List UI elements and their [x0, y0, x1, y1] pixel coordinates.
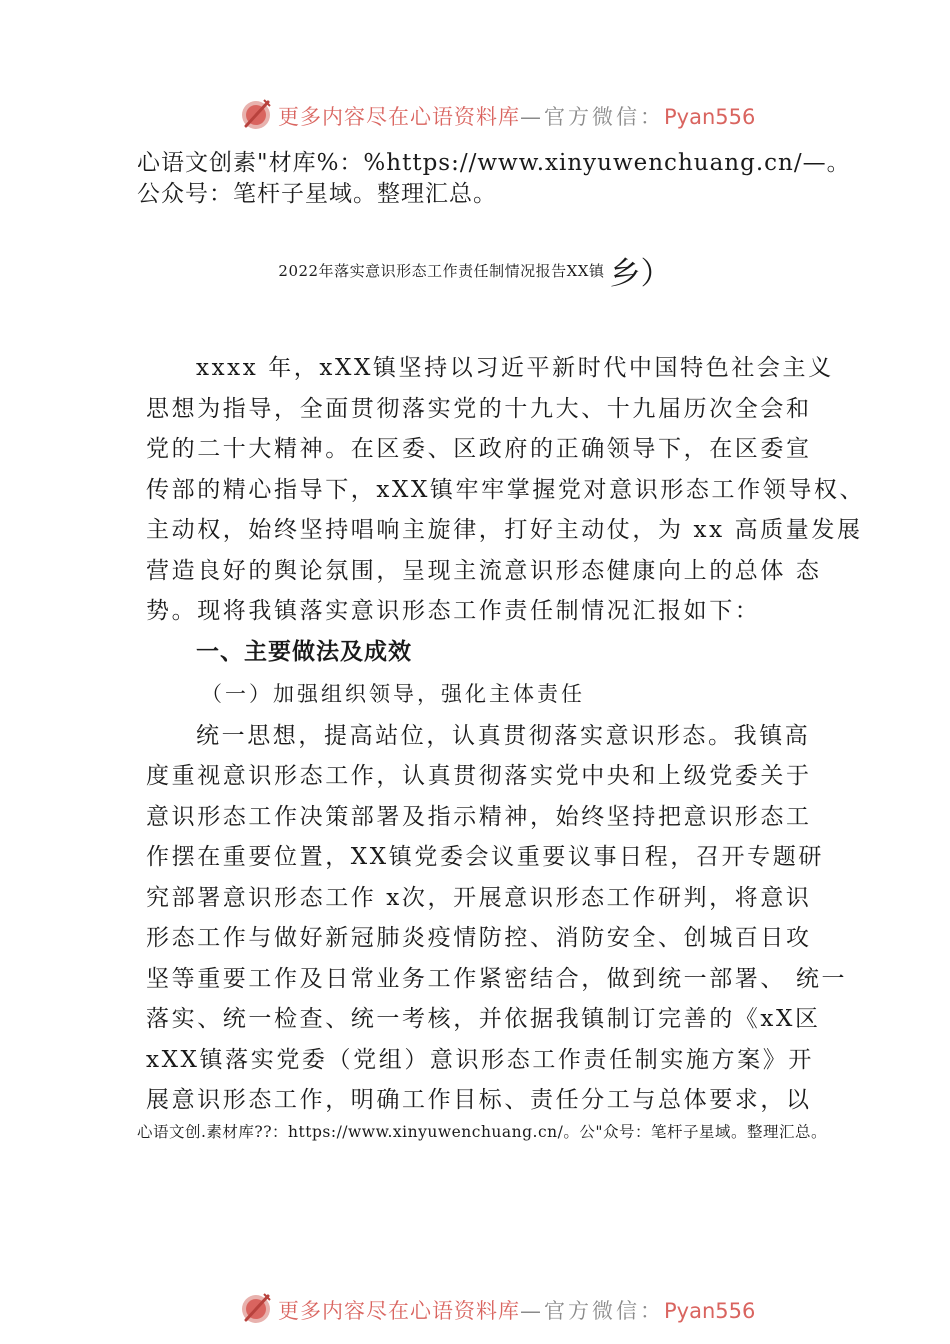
paragraph-line: 形态工作与做好新冠肺炎疫情防控、消防安全、创城百日攻	[146, 925, 812, 951]
document-title	[0, 248, 950, 293]
paragraph-line: 营造良好的舆论氛围，呈现主流意识形态健康向上的总体 态	[146, 557, 822, 584]
header-note: 心语文创素"材库%：%https://www.xinyuwenchuang.cn/—。公众号：笔杆子星域。整理汇总。	[137, 150, 851, 207]
paragraph-line: 展意识形态工作，明确工作目标、责任分工与总体要求，以	[146, 1087, 812, 1113]
paragraph-line: 度重视意识形态工作，认真贯彻落实党中央和上级党委关于	[146, 763, 812, 789]
banner-part2: —官方微信：	[520, 1299, 664, 1323]
title-text: 2022年落实意识形态工作责任制情况报告XX镇	[278, 262, 605, 280]
subsection-heading: （一）加强组织领导，强化主体责任	[201, 681, 585, 706]
paragraph-line: xXX镇落实党委（党组）意识形态工作责任制实施方案》开	[146, 1046, 814, 1073]
top-banner	[0, 96, 950, 136]
wax-seal-icon	[238, 96, 274, 132]
paragraph-line: 作摆在重要位置，XX镇党委会议重要议事日程，召开专题研	[146, 844, 824, 870]
paragraph-line: 势。现将我镇落实意识形态工作责任制情况汇报如下：	[146, 598, 761, 624]
document-body	[146, 348, 866, 1121]
banner-part3: Pyan556	[664, 105, 756, 129]
paragraph-line: 思想为指导，全面贯彻落实党的十九大、十九届历次全会和	[146, 395, 812, 422]
banner-part2: —官方微信：	[520, 105, 664, 129]
paragraph-line: 党的二十大精神。在区委、区政府的正确领导下，在区委宣	[146, 436, 812, 462]
paragraph-line: 统一思想，提高站位，认真贯彻落实意识形态。我镇高	[196, 722, 811, 749]
paragraph-line: 意识形态工作决策部署及指示精神，始终坚持把意识形态工	[146, 803, 812, 830]
banner-part1: 更多内容尽在心语资料库	[278, 105, 520, 129]
bottom-banner	[0, 1290, 950, 1330]
paragraph-line: 究部署意识形态工作 x次，开展意识形态工作研判，将意识	[146, 884, 812, 911]
wax-seal-icon	[238, 1290, 274, 1326]
banner-text	[278, 101, 755, 131]
banner-text	[278, 1295, 755, 1325]
paragraph-line: xxxx 年，xXX镇坚持以习近平新时代中国特色社会主义	[196, 355, 834, 381]
section-heading: 一、主要做法及成效	[196, 638, 412, 665]
paragraph-line: 传部的精心指导下，xXX镇牢牢掌握党对意识形态工作领导权、	[146, 476, 866, 503]
paragraph-line: 坚等重要工作及日常业务工作紧密结合，做到统一部署、 统一	[146, 965, 848, 992]
title-big-char: 乡）	[609, 256, 672, 292]
paragraph-line: 主动权，始终坚持唱响主旋律，打好主动仗，为 xx 高质量发展	[146, 517, 863, 543]
footer-note: 心语文创.素材库??：https://www.xinyuwenchuang.cn/。公"众号：笔杆子星域。整理汇总。	[137, 1123, 827, 1141]
banner-part1: 更多内容尽在心语资料库	[278, 1299, 520, 1323]
banner-part3: Pyan556	[664, 1299, 756, 1323]
paragraph-line: 落实、统一检查、统一考核，并依据我镇制订完善的《xX区	[146, 1006, 821, 1032]
